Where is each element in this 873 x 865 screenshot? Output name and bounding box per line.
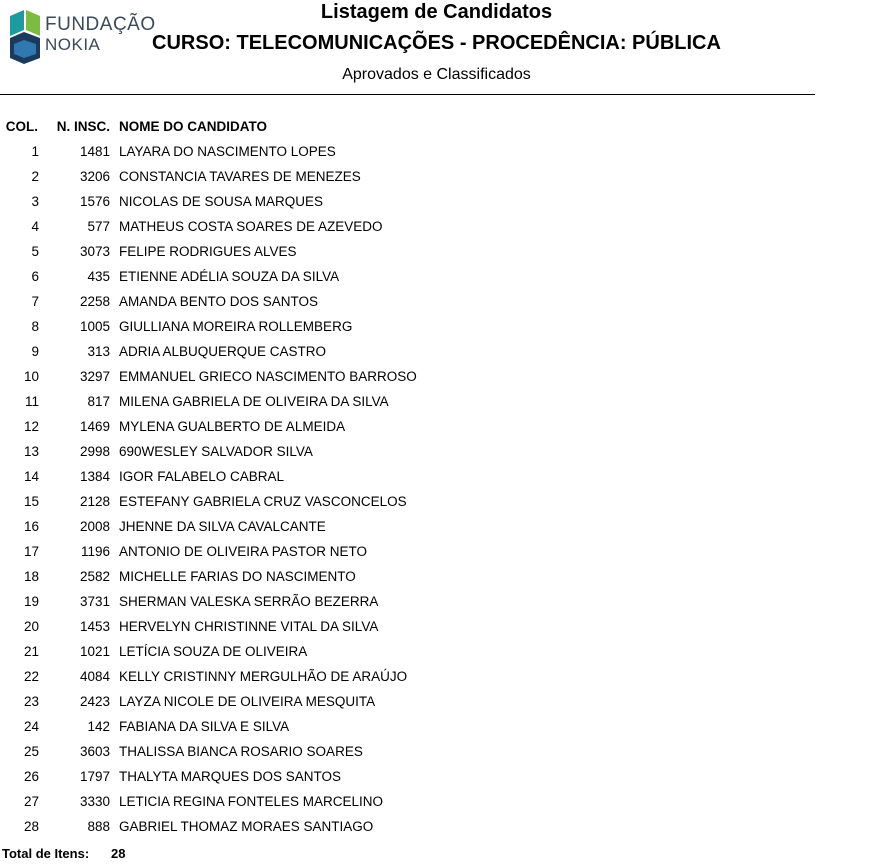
cell-col: 7 xyxy=(31,294,39,309)
table-row xyxy=(0,519,873,544)
cell-col: 10 xyxy=(23,369,39,384)
cell-insc: 1576 xyxy=(79,194,110,209)
cell-nome: THALYTA MARQUES DOS SANTOS xyxy=(119,769,342,784)
cell-nome: ESTEFANY GABRIELA CRUZ VASCONCELOS xyxy=(119,494,407,509)
cell-col: 25 xyxy=(23,744,39,759)
cell-nome: CONSTANCIA TAVARES DE MENEZES xyxy=(119,169,361,184)
cell-insc: 1453 xyxy=(79,619,110,634)
cell-insc: 1005 xyxy=(79,319,110,334)
logo-text-nokia: NOKIA xyxy=(45,35,101,54)
table-header-row xyxy=(0,119,873,144)
cell-col: 23 xyxy=(23,694,39,709)
cell-insc: 2582 xyxy=(79,569,110,584)
cell-insc: 3297 xyxy=(79,369,110,384)
cell-insc: 1469 xyxy=(79,419,110,434)
cell-insc: 1797 xyxy=(79,769,110,784)
cell-col: 20 xyxy=(23,619,39,634)
cell-col: 18 xyxy=(23,569,39,584)
table-row xyxy=(0,319,873,344)
cell-col: 28 xyxy=(23,819,39,834)
cell-nome: LAYZA NICOLE DE OLIVEIRA MESQUITA xyxy=(119,694,376,709)
cell-insc: 2128 xyxy=(79,494,110,509)
cell-insc: 888 xyxy=(87,819,110,834)
cell-insc: 142 xyxy=(87,719,110,734)
course-subtitle: CURSO: TELECOMUNICAÇÕES - PROCEDÊNCIA: PÚBLICA xyxy=(152,32,721,54)
cell-col: 21 xyxy=(23,644,39,659)
cell-insc: 3330 xyxy=(79,794,110,809)
logo-text-fundacao: FUNDAÇÃO xyxy=(45,14,156,35)
cell-insc: 435 xyxy=(87,269,110,284)
table-row xyxy=(0,244,873,269)
table-row xyxy=(0,269,873,294)
cell-col: 27 xyxy=(23,794,39,809)
cell-col: 16 xyxy=(23,519,39,534)
cell-insc: 2998 xyxy=(79,444,110,459)
table-row xyxy=(0,494,873,519)
cell-insc: 577 xyxy=(87,219,110,234)
cell-nome: ANTONIO DE OLIVEIRA PASTOR NETO xyxy=(119,544,368,559)
table-row xyxy=(0,744,873,769)
cell-nome: IGOR FALABELO CABRAL xyxy=(119,469,285,484)
cell-insc: 1384 xyxy=(79,469,110,484)
cell-insc: 313 xyxy=(87,344,110,359)
cell-insc: 3206 xyxy=(79,169,110,184)
cell-col: 26 xyxy=(23,769,39,784)
cell-insc: 2008 xyxy=(79,519,110,534)
cell-nome: LETÍCIA SOUZA DE OLIVEIRA xyxy=(119,644,308,659)
cell-nome: HERVELYN CHRISTINNE VITAL DA SILVA xyxy=(119,619,379,634)
table-row xyxy=(0,444,873,469)
cell-col: 4 xyxy=(31,219,39,234)
cell-col: 9 xyxy=(31,344,39,359)
cell-nome: SHERMAN VALESKA SERRÃO BEZERRA xyxy=(119,594,379,609)
header-divider xyxy=(0,94,815,95)
cell-nome: 690WESLEY SALVADOR SILVA xyxy=(119,444,313,459)
cell-col: 6 xyxy=(31,269,39,284)
cell-col: 12 xyxy=(23,419,39,434)
cell-col: 19 xyxy=(23,594,39,609)
cell-nome: KELLY CRISTINNY MERGULHÃO DE ARAÚJO xyxy=(119,669,408,684)
cell-col: 1 xyxy=(31,144,39,159)
cell-col: 17 xyxy=(23,544,39,559)
table-row xyxy=(0,394,873,419)
table-row xyxy=(0,419,873,444)
cell-insc: 3603 xyxy=(79,744,110,759)
cell-nome: MICHELLE FARIAS DO NASCIMENTO xyxy=(119,569,356,584)
cell-col: 24 xyxy=(23,719,39,734)
table-row xyxy=(0,169,873,194)
table-row xyxy=(0,569,873,594)
cell-nome: ETIENNE ADÉLIA SOUZA DA SILVA xyxy=(119,269,340,284)
column-header-nome: NOME DO CANDIDATO xyxy=(119,119,267,134)
cell-col: 13 xyxy=(23,444,39,459)
table-row xyxy=(0,469,873,494)
total-items-label: Total de Itens: xyxy=(2,846,90,861)
table-row xyxy=(0,369,873,394)
cell-nome: THALISSA BIANCA ROSARIO SOARES xyxy=(119,744,363,759)
cell-nome: LAYARA DO NASCIMENTO LOPES xyxy=(119,144,336,159)
cell-insc: 1481 xyxy=(79,144,110,159)
cell-col: 2 xyxy=(31,169,39,184)
table-row xyxy=(0,544,873,569)
cell-nome: FELIPE RODRIGUES ALVES xyxy=(119,244,297,259)
cell-insc: 1021 xyxy=(79,644,110,659)
cell-nome: MATHEUS COSTA SOARES DE AZEVEDO xyxy=(119,219,383,234)
table-row xyxy=(0,644,873,669)
cell-col: 14 xyxy=(23,469,39,484)
cell-insc: 2258 xyxy=(79,294,110,309)
table-row xyxy=(0,219,873,244)
cell-nome: MILENA GABRIELA DE OLIVEIRA DA SILVA xyxy=(119,394,389,409)
table-row xyxy=(0,769,873,794)
cell-col: 11 xyxy=(24,394,39,409)
candidates-table xyxy=(0,119,873,844)
cell-nome: EMMANUEL GRIECO NASCIMENTO BARROSO xyxy=(119,369,417,384)
table-body xyxy=(0,144,873,844)
cell-nome: NICOLAS DE SOUSA MARQUES xyxy=(119,194,324,209)
section-label: Aprovados e Classificados xyxy=(342,66,531,83)
table-row xyxy=(0,669,873,694)
cell-col: 15 xyxy=(23,494,39,509)
total-items-value: 28 xyxy=(111,846,126,861)
table-row xyxy=(0,194,873,219)
cell-insc: 3731 xyxy=(79,594,110,609)
table-row xyxy=(0,594,873,619)
table-row xyxy=(0,719,873,744)
cell-nome: FABIANA DA SILVA E SILVA xyxy=(119,719,290,734)
table-row xyxy=(0,144,873,169)
cell-insc: 817 xyxy=(87,394,110,409)
cell-nome: JHENNE DA SILVA CAVALCANTE xyxy=(119,519,326,534)
cell-insc: 1196 xyxy=(80,544,110,559)
cell-insc: 3073 xyxy=(79,244,110,259)
table-row xyxy=(0,619,873,644)
cell-insc: 4084 xyxy=(79,669,110,684)
cell-col: 5 xyxy=(31,244,39,259)
cell-nome: LETICIA REGINA FONTELES MARCELINO xyxy=(119,794,384,809)
table-row xyxy=(0,294,873,319)
column-header-insc: N. INSC. xyxy=(56,119,110,134)
cell-nome: ADRIA ALBUQUERQUE CASTRO xyxy=(119,344,327,359)
table-row xyxy=(0,819,873,844)
page-title: Listagem de Candidatos xyxy=(320,1,553,23)
cell-col: 8 xyxy=(31,319,39,334)
cell-nome: GABRIEL THOMAZ MORAES SANTIAGO xyxy=(119,819,374,834)
cell-col: 22 xyxy=(23,669,39,684)
table-row xyxy=(0,344,873,369)
cell-nome: MYLENA GUALBERTO DE ALMEIDA xyxy=(119,419,346,434)
cell-nome: AMANDA BENTO DOS SANTOS xyxy=(119,294,319,309)
table-row xyxy=(0,794,873,819)
cell-nome: GIULLIANA MOREIRA ROLLEMBERG xyxy=(119,319,353,334)
cell-insc: 2423 xyxy=(79,694,110,709)
cell-col: 3 xyxy=(31,194,39,209)
column-header-col: COL. xyxy=(5,119,38,134)
table-row xyxy=(0,694,873,719)
